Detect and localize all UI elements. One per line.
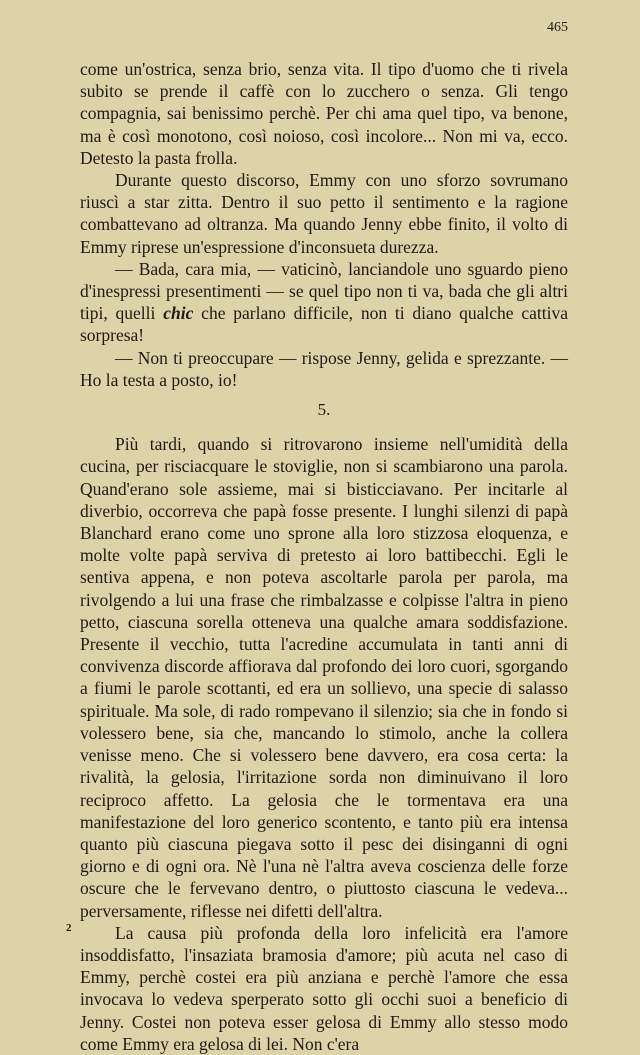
section-number: 5.	[317, 400, 331, 420]
paragraph-6: La causa più profonda della loro infelicità era l'amore insoddisfatto, l'insaziata bramosia d'amore; più acuta nel caso di Emmy, perchè costei era più anziana e perchè l'amore che essa invocava lo vedeva sperperato sotto gli occhi suoi a beneficio di Jenny. Costei non poteva esser gelosa di Emmy allo stesso modo come Emmy era gelosa di lei. Non c'era	[80, 922, 568, 1054]
body-text	[80, 58, 568, 1055]
paragraph-3-tail: che parlano difficile, non ti diano qualche cattiva sorpresa!	[80, 303, 568, 346]
paragraph-3	[80, 258, 568, 347]
paragraph-3-text: — Bada, cara mia, — vaticinò, lanciandole uno sguardo pieno d'inespressi presentimenti — se quel tipo non ti va, bada che gli altri tipi, quelli	[80, 258, 568, 324]
paragraph-2: Durante questo discorso, Emmy con uno sforzo sovrumano riuscì a star zitta. Dentro il suo petto il sentimento e la ragione combattevano ad oltranza. Ma quando Jenny ebbe finito, il volto di Emmy riprese un'espressione d'inconsueta durezza.	[80, 170, 568, 257]
page-number: 465	[547, 20, 568, 35]
paragraph-4: — Non ti preoccupare — rispose Jenny, gelida e sprezzante. — Ho la testa a posto, io!	[80, 347, 568, 390]
paragraph-5: Più tardi, quando si ritrovarono insieme nell'umidità della cucina, per risciacquare le stoviglie, non si scambiarono una parola. Quand'erano sole assieme, mai si bisticciavano. Per incitarle al diverbio, occorreva che papà fosse presente. I lunghi silenzi di papà Blanchard erano come uno sprone alla loro stizzosa eloquenza, e molte volte papà serviva di pretesto ai loro battibecchi. Egli le sentiva appena, e non poteva ascoltarle parola per parola, ma rivolgendo a lui una frase che rimbalzasse e colpisse l'altra in pieno petto, ciascuna sorella otteneva una qualche amara soddisfazione. Presente il vecchio, tutta l'acredine accumulata in tanti anni di convivenza discorde affiorava dal profondo dei loro cuori, sgorgando a fiumi le parole scottanti, ed era un sollievo, una specie di salasso spirituale. Ma sole, di rado rompevano il silenzio; sia che in fondo si volessero bene, sia che, mancando lo stimolo, anche la collera venisse meno. Che si volessero bene davvero, era cosa certa: la rivalità, la gelosia, l'irritazione sorda non diminuivano il loro reciproco affetto. La gelosia che le tormentava era una manifestazione del loro generico scontento, e tanto più era intensa quanto più ciascuna piegava sotto il pesc dei disinganni di ogni giorno e di ogni ora. Nè l'una nè l'altra aveva coscienza delle forze oscure che le fervevano dentro, o piuttosto ciascuna le vedeva... perversamente, riflesse nei difetti dell'altra.	[80, 434, 568, 921]
chic-word: chic	[163, 303, 194, 324]
signature-mark: 2	[66, 922, 72, 934]
paragraph-1: come un'ostrica, senza brio, senza vita. Il tipo d'uomo che ti rivela subito se prende il caffè con lo zucchero o senza. Gli tengo compagnia, sai benissimo perchè. Per chi ama quel tipo, va benone, ma è così monotono, così noioso, così incolore... Non mi va, ecco. Detesto la pasta frolla.	[80, 59, 568, 168]
